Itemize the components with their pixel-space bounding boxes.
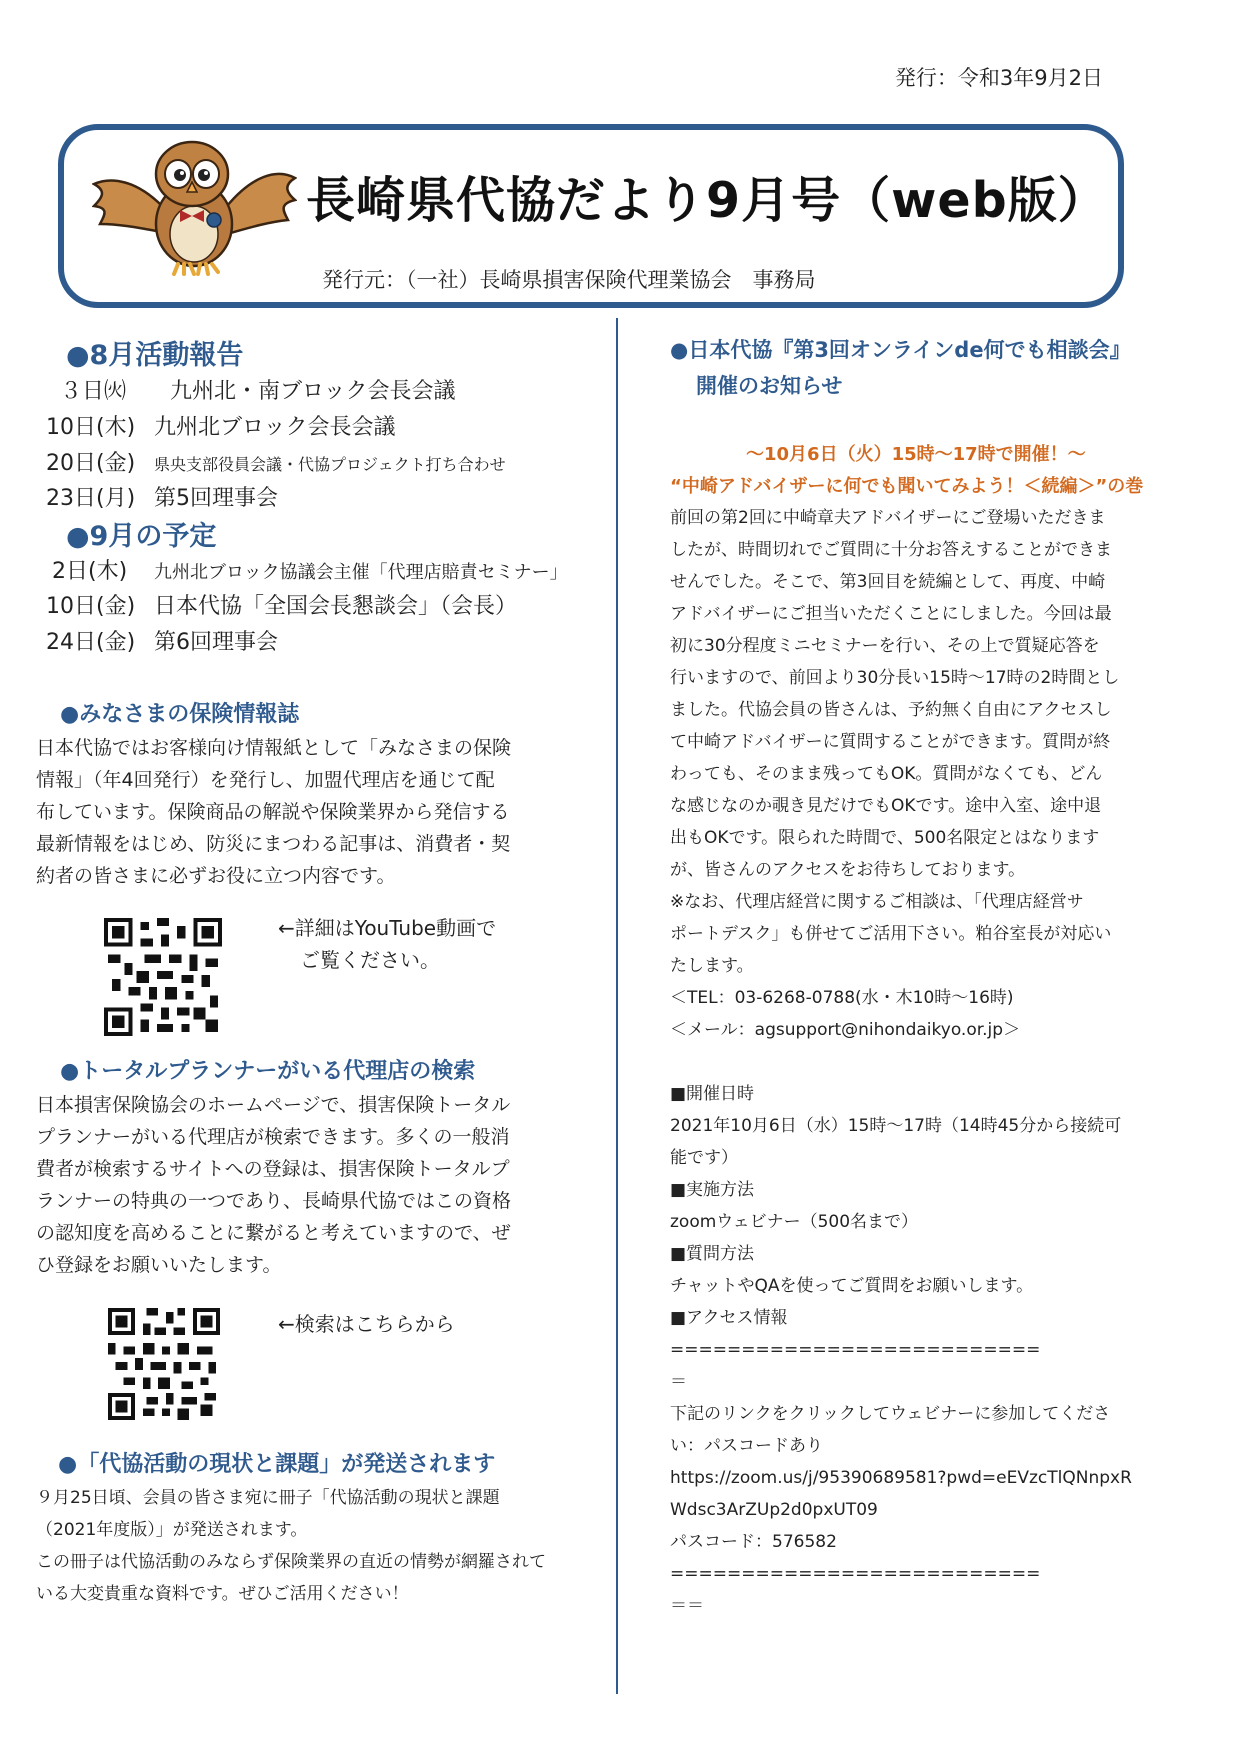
september-plan-heading: ●9月の予定	[66, 521, 217, 552]
text-line: 布しています。保険商品の解説や保険業界から発信する	[36, 801, 510, 823]
text-line: 日本損害保険協会のホームページで、損害保険トータル	[36, 1094, 511, 1116]
text-line: ※なお、代理店経営に関するご相談は、「代理店経営サ	[670, 892, 1084, 912]
event-date: 20日(金)	[46, 451, 136, 476]
planner-heading: ●トータルプランナーがいる代理店の検索	[60, 1059, 476, 1084]
event-subtitle: “中崎アドバイザーに何でも聞いてみよう！＜続編＞”の巻	[670, 476, 1144, 497]
online-consult-heading-2: 開催のお知らせ	[696, 374, 843, 398]
list-item	[60, 374, 456, 405]
online-consult-body	[670, 502, 1190, 1622]
text-line: 出もOKです。限られた時間で、500名限定とはなります	[670, 828, 1100, 848]
list-item	[46, 625, 278, 656]
text-line: ランナーの特典の一つであり、長崎県代協ではこの資格	[36, 1190, 512, 1212]
event-text: 第5回理事会	[154, 486, 278, 511]
text-line: せんでした。そこで、第3回目を続編として、再度、中崎	[670, 572, 1106, 592]
text-line: 約者の皆さまに必ずお役に立つ内容です。	[36, 865, 396, 887]
text-line: 2021年10月6日（水）15時～17時（14時45分から接続可	[670, 1116, 1122, 1136]
qr-code-youtube[interactable]	[104, 918, 222, 1036]
event-date: 2日(木)	[52, 559, 128, 584]
text-line: （2021年度版）」が発送されます。	[36, 1520, 308, 1540]
event-date: 10日(金)	[46, 594, 136, 619]
minasama-text	[36, 732, 544, 892]
text-line: ■実施方法	[670, 1180, 755, 1200]
august-report-heading: ●8月活動報告	[66, 340, 244, 371]
text-line: この冊子は代協活動のみならず保険業界の直近の情勢が網羅されて	[36, 1552, 546, 1572]
text-line: が、皆さんのアクセスをお待ちしております。	[670, 860, 1026, 880]
list-item	[52, 554, 568, 585]
youtube-note-2: ご覧ください。	[300, 948, 440, 972]
event-date: ３日㈫	[60, 379, 127, 404]
text-line: したが、時間切れでご質問に十分お答えすることができま	[670, 540, 1112, 560]
event-text: 県央支部役員会議・代協プロジェクト打ち合わせ	[154, 455, 506, 474]
text-line: 日本代協ではお客様向け情報紙として「みなさまの保険	[36, 737, 512, 759]
event-text: 第6回理事会	[154, 630, 278, 655]
text-line: な感じなのか覗き見だけでもOKです。途中入室、途中退	[670, 796, 1102, 816]
online-consult-heading: ●日本代協『第3回オンラインde何でも相談会』	[670, 338, 1131, 362]
tel-line: ＜TEL：03-6268-0788(水・木10時～16時)	[670, 988, 1014, 1008]
qr-code-search[interactable]	[108, 1308, 220, 1420]
separator-line: ＝	[670, 1372, 687, 1392]
owl-mascot-icon	[92, 136, 297, 276]
list-item	[46, 410, 396, 441]
text-line: ポートデスク」も併せてご活用下さい。粕谷室長が対応い	[670, 924, 1112, 944]
minasama-heading: ●みなさまの保険情報誌	[60, 702, 300, 727]
search-note: ←検索はこちらから	[278, 1312, 455, 1336]
text-line: 情報」（年4回発行）を発行し、加盟代理店を通じて配	[36, 769, 495, 791]
text-line: ■開催日時	[670, 1084, 755, 1104]
report-heading: ●「代協活動の現状と課題」が発送されます	[58, 1452, 496, 1477]
text-line: プランナーがいる代理店が検索できます。多くの一般消	[36, 1126, 510, 1148]
text-line: 初に30分程度ミニセミナーを行い、その上で質疑応答を	[670, 636, 1100, 656]
text-line: ひ登録をお願いいたします。	[36, 1254, 282, 1276]
text-line: 最新情報をはじめ、防災にまつわる記事は、消費者・契	[36, 833, 511, 855]
newsletter-title: 長崎県代協だより9月号（web版）	[306, 172, 1108, 229]
email-line[interactable]: ＜メール：agsupport@nihondaikyo.or.jp＞	[670, 1020, 1021, 1040]
text-line: て中崎アドバイザーに質問することができます。質問が終	[670, 732, 1111, 752]
text-line: いる大変貴重な資料です。ぜひご活用ください！	[36, 1584, 409, 1604]
text-line: ■アクセス情報	[670, 1308, 788, 1328]
event-text: 日本代協「全国会長懇談会」（会長）	[154, 594, 518, 619]
text-line: 行いますので、前回より30分長い15時～17時の2時間とし	[670, 668, 1120, 688]
text-line: アドバイザーにご担当いただくことにしました。今回は最	[670, 604, 1112, 624]
text-line: ■質問方法	[670, 1244, 755, 1264]
text-line: い：パスコードあり	[670, 1436, 823, 1456]
separator-line: ==========================	[670, 1340, 1041, 1360]
event-date: 10日(木)	[46, 415, 136, 440]
event-text: 九州北ブロック協議会主催「代理店賠責セミナー」	[154, 562, 568, 583]
list-item	[46, 446, 506, 477]
zoom-link[interactable]: https://zoom.us/j/95390689581?pwd=eEVzcTlQNnpxR	[670, 1468, 1132, 1488]
text-line: わっても、そのまま残ってもOK。質問がなくても、どん	[670, 764, 1103, 784]
text-line: 費者が検索するサイトへの登録は、損害保険トータルプ	[36, 1158, 510, 1180]
event-text: 九州北ブロック会長会議	[154, 415, 396, 440]
publisher-line: 発行元：（一社）長崎県損害保険代理業協会 事務局	[322, 268, 816, 292]
column-divider	[616, 318, 618, 1694]
issue-date: 発行：令和3年9月2日	[894, 66, 1103, 90]
text-line: ９月25日頃、会員の皆さま宛に冊子「代協活動の現状と課題	[36, 1488, 500, 1508]
spacer	[670, 1046, 1190, 1078]
text-line: の認知度を高めることに繋がると考えていますので、ぜ	[36, 1222, 511, 1244]
event-text: 九州北・南ブロック会長会議	[170, 379, 456, 404]
list-item	[46, 589, 517, 620]
text-line: 下記のリンクをクリックしてウェビナーに参加してくださ	[670, 1404, 1111, 1424]
separator-line: ==========================	[670, 1564, 1041, 1584]
zoom-link[interactable]: Wdsc3ArZUp2d0pxUT09	[670, 1500, 878, 1520]
text-line: たします。	[670, 956, 754, 976]
event-date-banner: ～10月6日（火）15時～17時で開催！～	[746, 444, 1086, 465]
passcode-line: パスコード：576582	[670, 1532, 837, 1552]
event-date: 24日(金)	[46, 630, 136, 655]
youtube-note: ←詳細はYouTube動画で	[278, 916, 497, 940]
planner-text	[36, 1089, 544, 1281]
text-line: 能です）	[670, 1148, 738, 1168]
separator-line: ＝＝	[670, 1596, 704, 1616]
list-item	[46, 481, 278, 512]
text-line: ました。代協会員の皆さんは、予約無く自由にアクセスし	[670, 700, 1112, 720]
event-date: 23日(月)	[46, 486, 136, 511]
text-line: zoomウェビナー（500名まで）	[670, 1212, 919, 1232]
report-text	[36, 1482, 606, 1610]
text-line: 前回の第2回に中崎章夫アドバイザーにご登場いただきま	[670, 508, 1106, 528]
text-line: チャットやQAを使ってご質問をお願いします。	[670, 1276, 1034, 1296]
